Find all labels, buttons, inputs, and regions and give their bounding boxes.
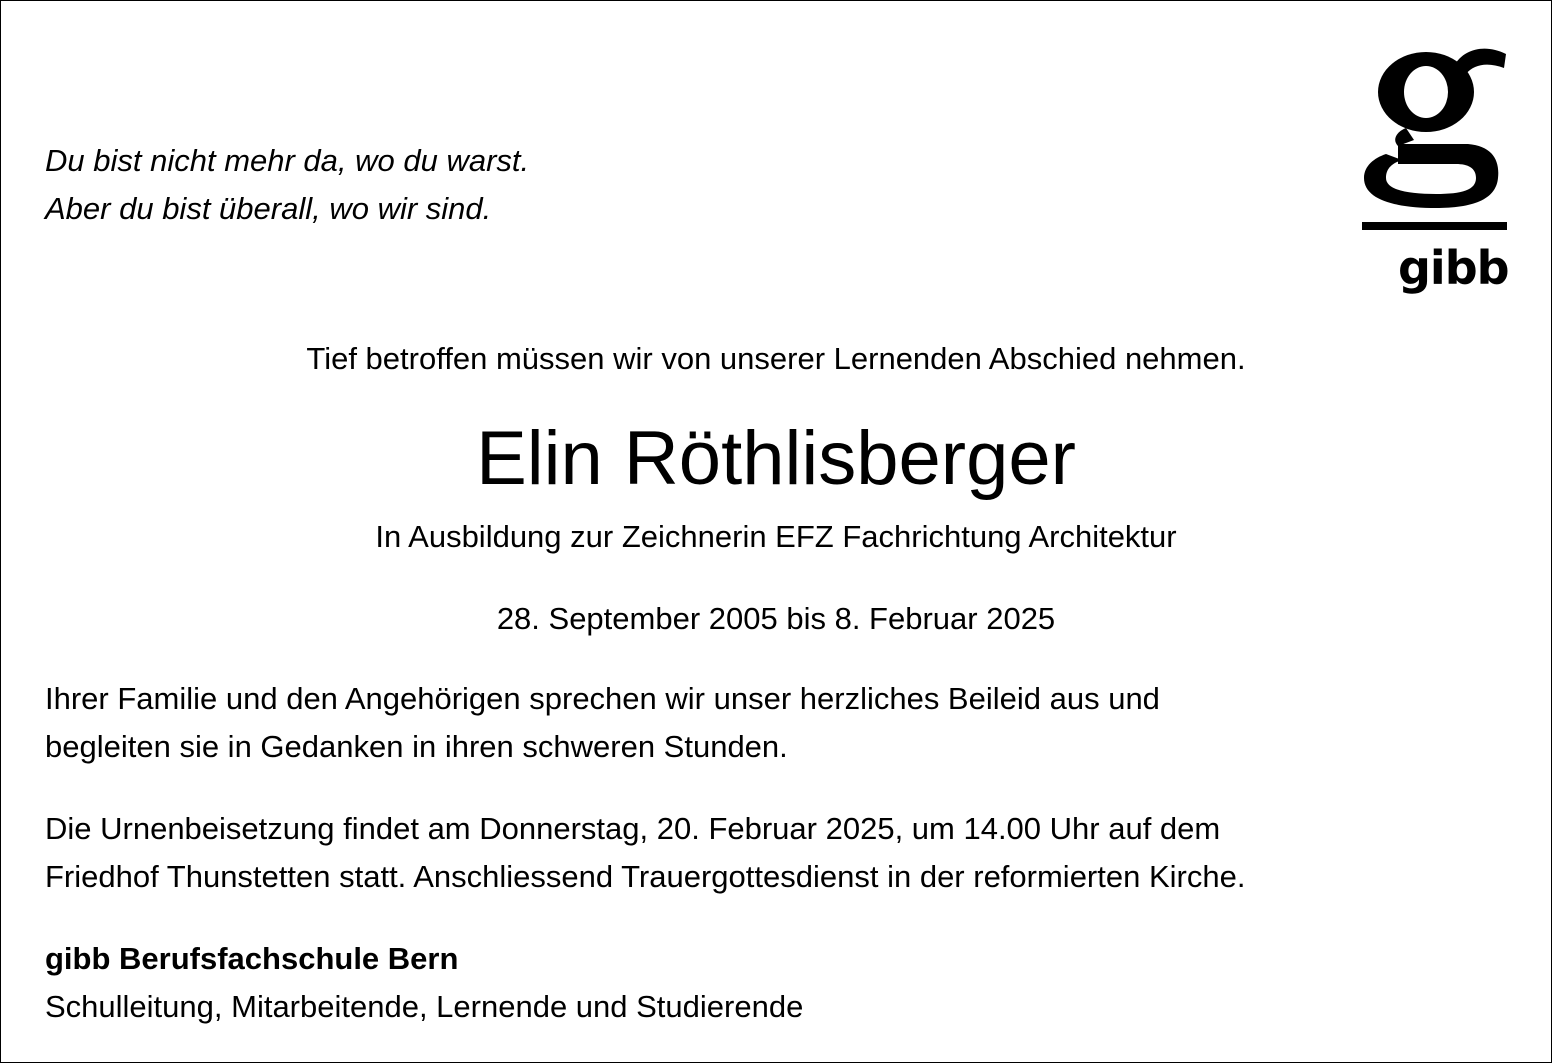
notice-intro: Tief betroffen müssen wir von unserer Lernenden Abschied nehmen.	[306, 341, 1246, 376]
deceased-role: In Ausbildung zur Zeichnerin EFZ Fachrichtung Architektur	[375, 519, 1177, 554]
deceased-name: Elin Röthlisberger	[476, 416, 1076, 501]
motto-line-2: Aber du bist überall, wo wir sind.	[45, 191, 492, 226]
logo-wordmark: gibb	[1398, 241, 1509, 295]
condolence-paragraph	[45, 675, 1525, 771]
life-dates: 28. September 2005 bis 8. Februar 2025	[496, 601, 1056, 636]
condolence-line-2: begleiten sie in Gedanken in ihren schweren Stunden.	[45, 729, 788, 764]
gibb-logo	[1356, 40, 1516, 300]
ceremony-line-1: Die Urnenbeisetzung findet am Donnerstag, 20. Februar 2025, um 14.00 Uhr auf dem	[45, 811, 1221, 846]
signature-organization: gibb Berufsfachschule Bern	[45, 941, 459, 976]
condolence-line-1: Ihrer Familie und den Angehörigen sprechen wir unser herzliches Beileid aus und	[45, 681, 1160, 716]
motto-quote	[45, 137, 529, 233]
gibb-g-logo-icon	[1356, 40, 1516, 210]
ceremony-line-2: Friedhof Thunstetten statt. Anschliessend Trauergottesdienst in der reformierten Kirche.	[45, 859, 1246, 894]
motto-line-1: Du bist nicht mehr da, wo du warst.	[45, 143, 530, 178]
logo-rule	[1362, 222, 1507, 230]
signature-people: Schulleitung, Mitarbeitende, Lernende und Studierende	[45, 989, 804, 1024]
ceremony-paragraph	[45, 805, 1525, 901]
